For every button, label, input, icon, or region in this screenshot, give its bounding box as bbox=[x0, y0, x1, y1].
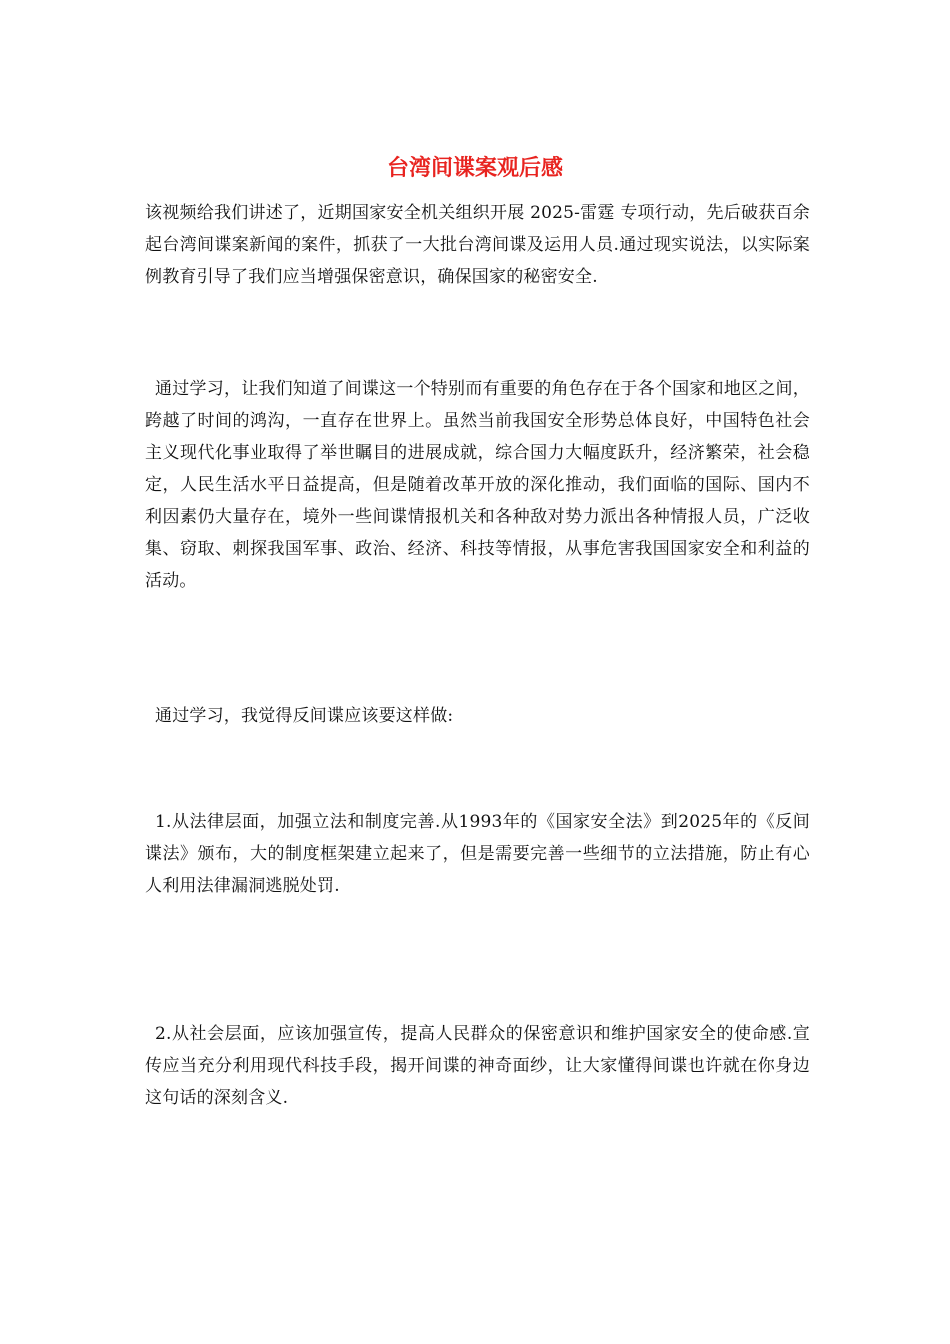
paragraph-point-social: 2.从社会层面，应该加强宣传，提高人民群众的保密意识和维护国家安全的使命感.宣传应当充分利用现代科技手段，揭开间谍的神奇面纱，让大家懂得间谍也许就在你身边这句话的深刻含义. bbox=[145, 1024, 810, 1108]
paragraph-study-reflection: 通过学习，让我们知道了间谍这一个特别而有重要的角色存在于各个国家和地区之间，跨越了时间的鸿沟，一直存在世界上。虽然当前我国安全形势总体良好，中国特色社会主义现代化事业取得了举世瞩目的进展成就，综合国力大幅度跃升，经济繁荣，社会稳定，人民生活水平日益提高，但是随着改革开放的深化推动，我们面临的国际、国内不利因素仍大量存在，境外一些间谍情报机关和各种敌对势力派出各种情报人员，广泛收集、窃取、刺探我国军事、政治、经济、科技等情报，从事危害我国国家安全和利益的活动。 bbox=[145, 379, 810, 591]
document-title: 台湾间谍案观后感 bbox=[386, 155, 563, 181]
paragraph-point-legal: 1.从法律层面，加强立法和制度完善.从1993年的《国家安全法》到2025年的《反间谍法》颁布，大的制度框架建立起来了，但是需要完善一些细节的立法措施，防止有心人利用法律漏洞逃脱处罚. bbox=[145, 812, 810, 896]
paragraph-intro: 该视频给我们讲述了，近期国家安全机关组织开展 2025-雷霆 专项行动，先后破获百余起台湾间谍案新闻的案件，抓获了一大批台湾间谍及运用人员.通过现实说法，以实际案例教育引导了我们应当增强保密意识，确保国家的秘密安全. bbox=[145, 203, 810, 287]
paragraph-counter-espionage-lead: 通过学习，我觉得反间谍应该要这样做: bbox=[155, 706, 454, 726]
